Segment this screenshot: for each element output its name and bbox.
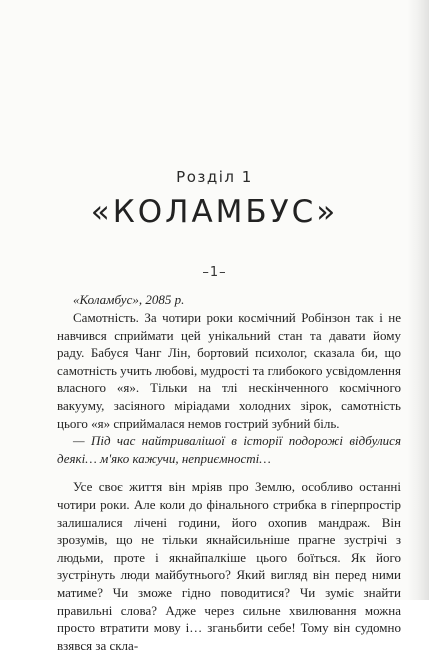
- section-number: –1–: [202, 265, 227, 280]
- paragraph-3: Усе своє життя він мріяв про Землю, особливо останні чотири роки. Але коли до фінального стрибка в гіперпростір залишалися лічені години, його охопив мандраж. Він зрозумів, що не тільки якнайсильніше прагне зустрічі з людьми, проте і якнайпалкіше цього боїться. Як його зустрінуть люди майбутнього? Який вигляд він перед ними матиме? Чи зможе гідно поводитися? Чи зуміє знайти правильні слова? Адже через сильне хвилювання можна просто втратити мову і… зганьбити себе! Тому він судомно взявся за скла-: [57, 479, 401, 653]
- chapter-title: «КОЛАМБУС»: [90, 194, 339, 230]
- chapter-label: Розділ 1: [176, 168, 253, 186]
- spine-shadow: [407, 0, 429, 600]
- paragraph-2: — Під час найтривалішої в історії подорожі відбулися деякі… м'яко кажучи, неприємності…: [57, 433, 401, 466]
- paragraph-1: Самотність. За чотири роки космічний Робінзон так і не навчився сприймати цей унікальний стан та давати йому раду. Бабуся Чанг Лін, бортовий психолог, сказала би, що самотність учить любові, мудрості та глибокого усвідомлення власного «я». Тільки на тлі нескінченного космічного вакууму, засіяного міріадами холодних зірок, самотність цього «я» сприймалася немов гострий зубний біль.: [57, 310, 401, 431]
- dateline: «Коламбус», 2085 р.: [73, 292, 185, 307]
